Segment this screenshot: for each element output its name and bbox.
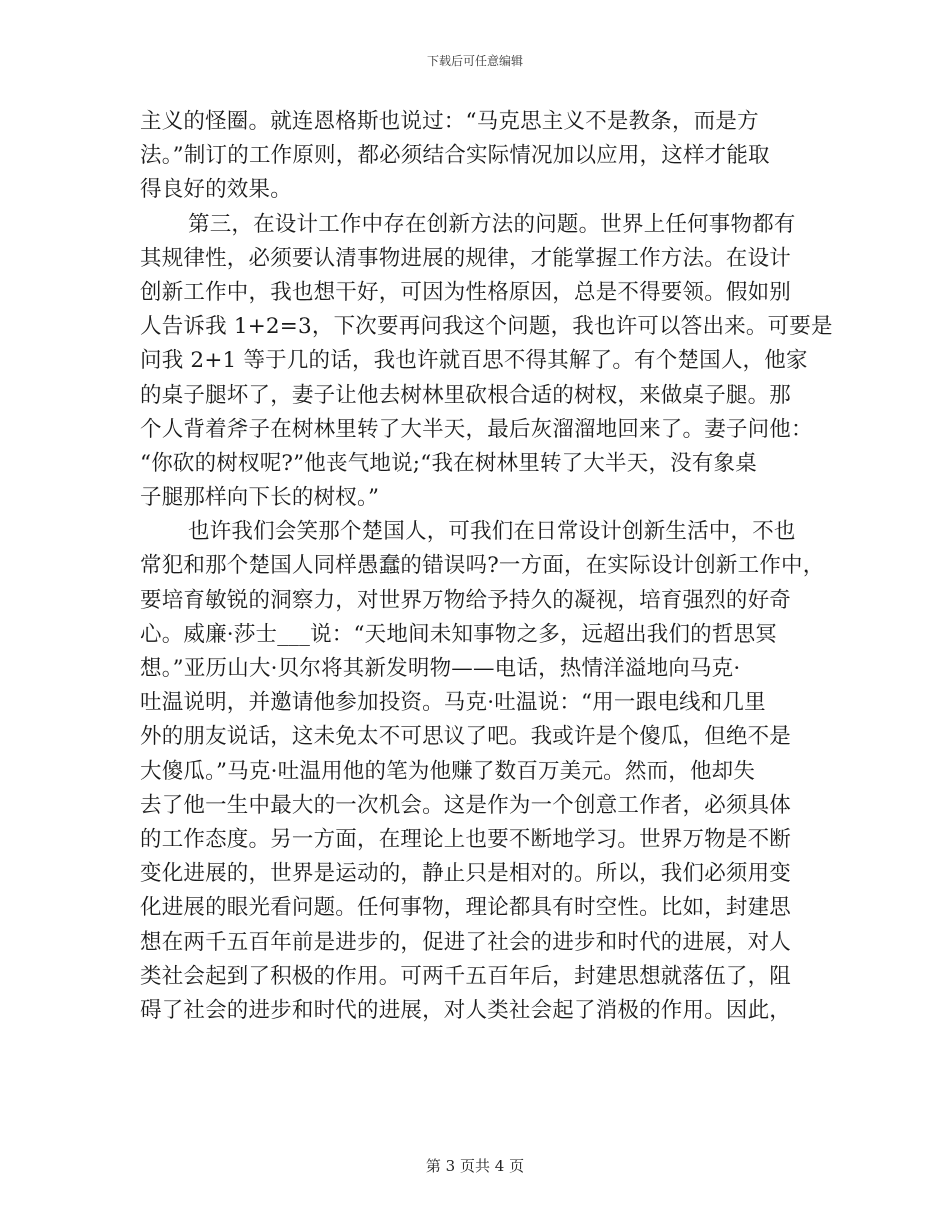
text-line: 要培育敏锐的洞察力，对世界万物给予持久的凝视，培育强烈的好奇 bbox=[140, 587, 792, 613]
text-line: 个人背着斧子在树林里转了大半天，最后灰溜溜地回来了。妻子问他： bbox=[140, 416, 813, 442]
text-line: 外的朋友说话，这未免太不可思议了吧。我或许是个傻瓜，但绝不是 bbox=[140, 724, 792, 750]
text-line: 想。”亚历山大·贝尔将其新发明物——电话，热情洋溢地向马克· bbox=[140, 656, 741, 681]
text-line: 的工作态度。另一方面，在理论上也要不断地学习。世界万物是不断 bbox=[140, 826, 792, 852]
text-line: 想在两千五百年前是进步的，促进了社会的进步和时代的进展，对人 bbox=[140, 929, 792, 955]
text-line: 创新工作中，我也想干好，可因为性格原因，总是不得要领。假如别 bbox=[140, 279, 792, 305]
text-line: 法。”制订的工作原则，都必须结合实际情况加以应用，这样才能取 bbox=[140, 143, 770, 169]
page-footer: 第 3 页共 4 页 bbox=[425, 1157, 525, 1175]
document-body bbox=[140, 105, 833, 1028]
text-line: 第三，在设计工作中存在创新方法的问题。世界上任何事物都有 bbox=[188, 211, 796, 237]
text-line: 主义的怪圈。就连恩格斯也说过：“马克思主义不是教条，而是方 bbox=[140, 109, 759, 134]
text-line: 常犯和那个楚国人同样愚蠢的错误吗?一方面，在实际设计创新工作中， bbox=[140, 553, 825, 579]
text-line: 子腿那样向下长的树杈。” bbox=[140, 485, 380, 511]
text-line: 变化进展的，世界是运动的，静止只是相对的。所以，我们必须用变 bbox=[140, 861, 792, 887]
text-line: 类社会起到了积极的作用。可两千五百年后，封建思想就落伍了，阻 bbox=[140, 963, 792, 989]
text-line: 大傻瓜。”马克·吐温用他的笔为他赚了数百万美元。然而，他却失 bbox=[140, 758, 756, 784]
page-header: 下载后可任意编辑 bbox=[426, 54, 523, 68]
text-line: 心。威廉·莎士___说：“天地间未知事物之多，远超出我们的哲思冥 bbox=[140, 621, 777, 647]
text-line: “你砍的树杈呢?”他丧气地说;“我在树林里转了大半天，没有象桌 bbox=[140, 450, 757, 476]
text-line: 得良好的效果。 bbox=[140, 177, 292, 203]
text-line: 其规律性，必须要认清事物进展的规律，才能掌握工作方法。在设计 bbox=[140, 245, 792, 271]
text-line: 碍了社会的进步和时代的进展，对人类社会起了消极的作用。因此， bbox=[140, 997, 792, 1023]
text-line: 问我 2+1 等于几的话，我也许就百思不得其解了。有个楚国人，他家 bbox=[140, 348, 808, 374]
text-line: 去了他一生中最大的一次机会。这是作为一个创意工作者，必须具体 bbox=[140, 792, 792, 818]
text-line: 吐温说明，并邀请他参加投资。马克·吐温说：“用一跟电线和几里 bbox=[140, 690, 766, 716]
text-line: 也许我们会笑那个楚国人，可我们在日常设计创新生活中，不也 bbox=[188, 519, 796, 545]
text-line: 化进展的眼光看问题。任何事物，理论都具有时空性。比如，封建思 bbox=[140, 895, 792, 921]
text-line: 人告诉我 1+2=3，下次要再问我这个问题，我也许可以答出来。可要是 bbox=[140, 314, 833, 340]
text-line: 的桌子腿坏了，妻子让他去树林里砍根合适的树杈，来做桌子腿。那 bbox=[140, 382, 792, 408]
